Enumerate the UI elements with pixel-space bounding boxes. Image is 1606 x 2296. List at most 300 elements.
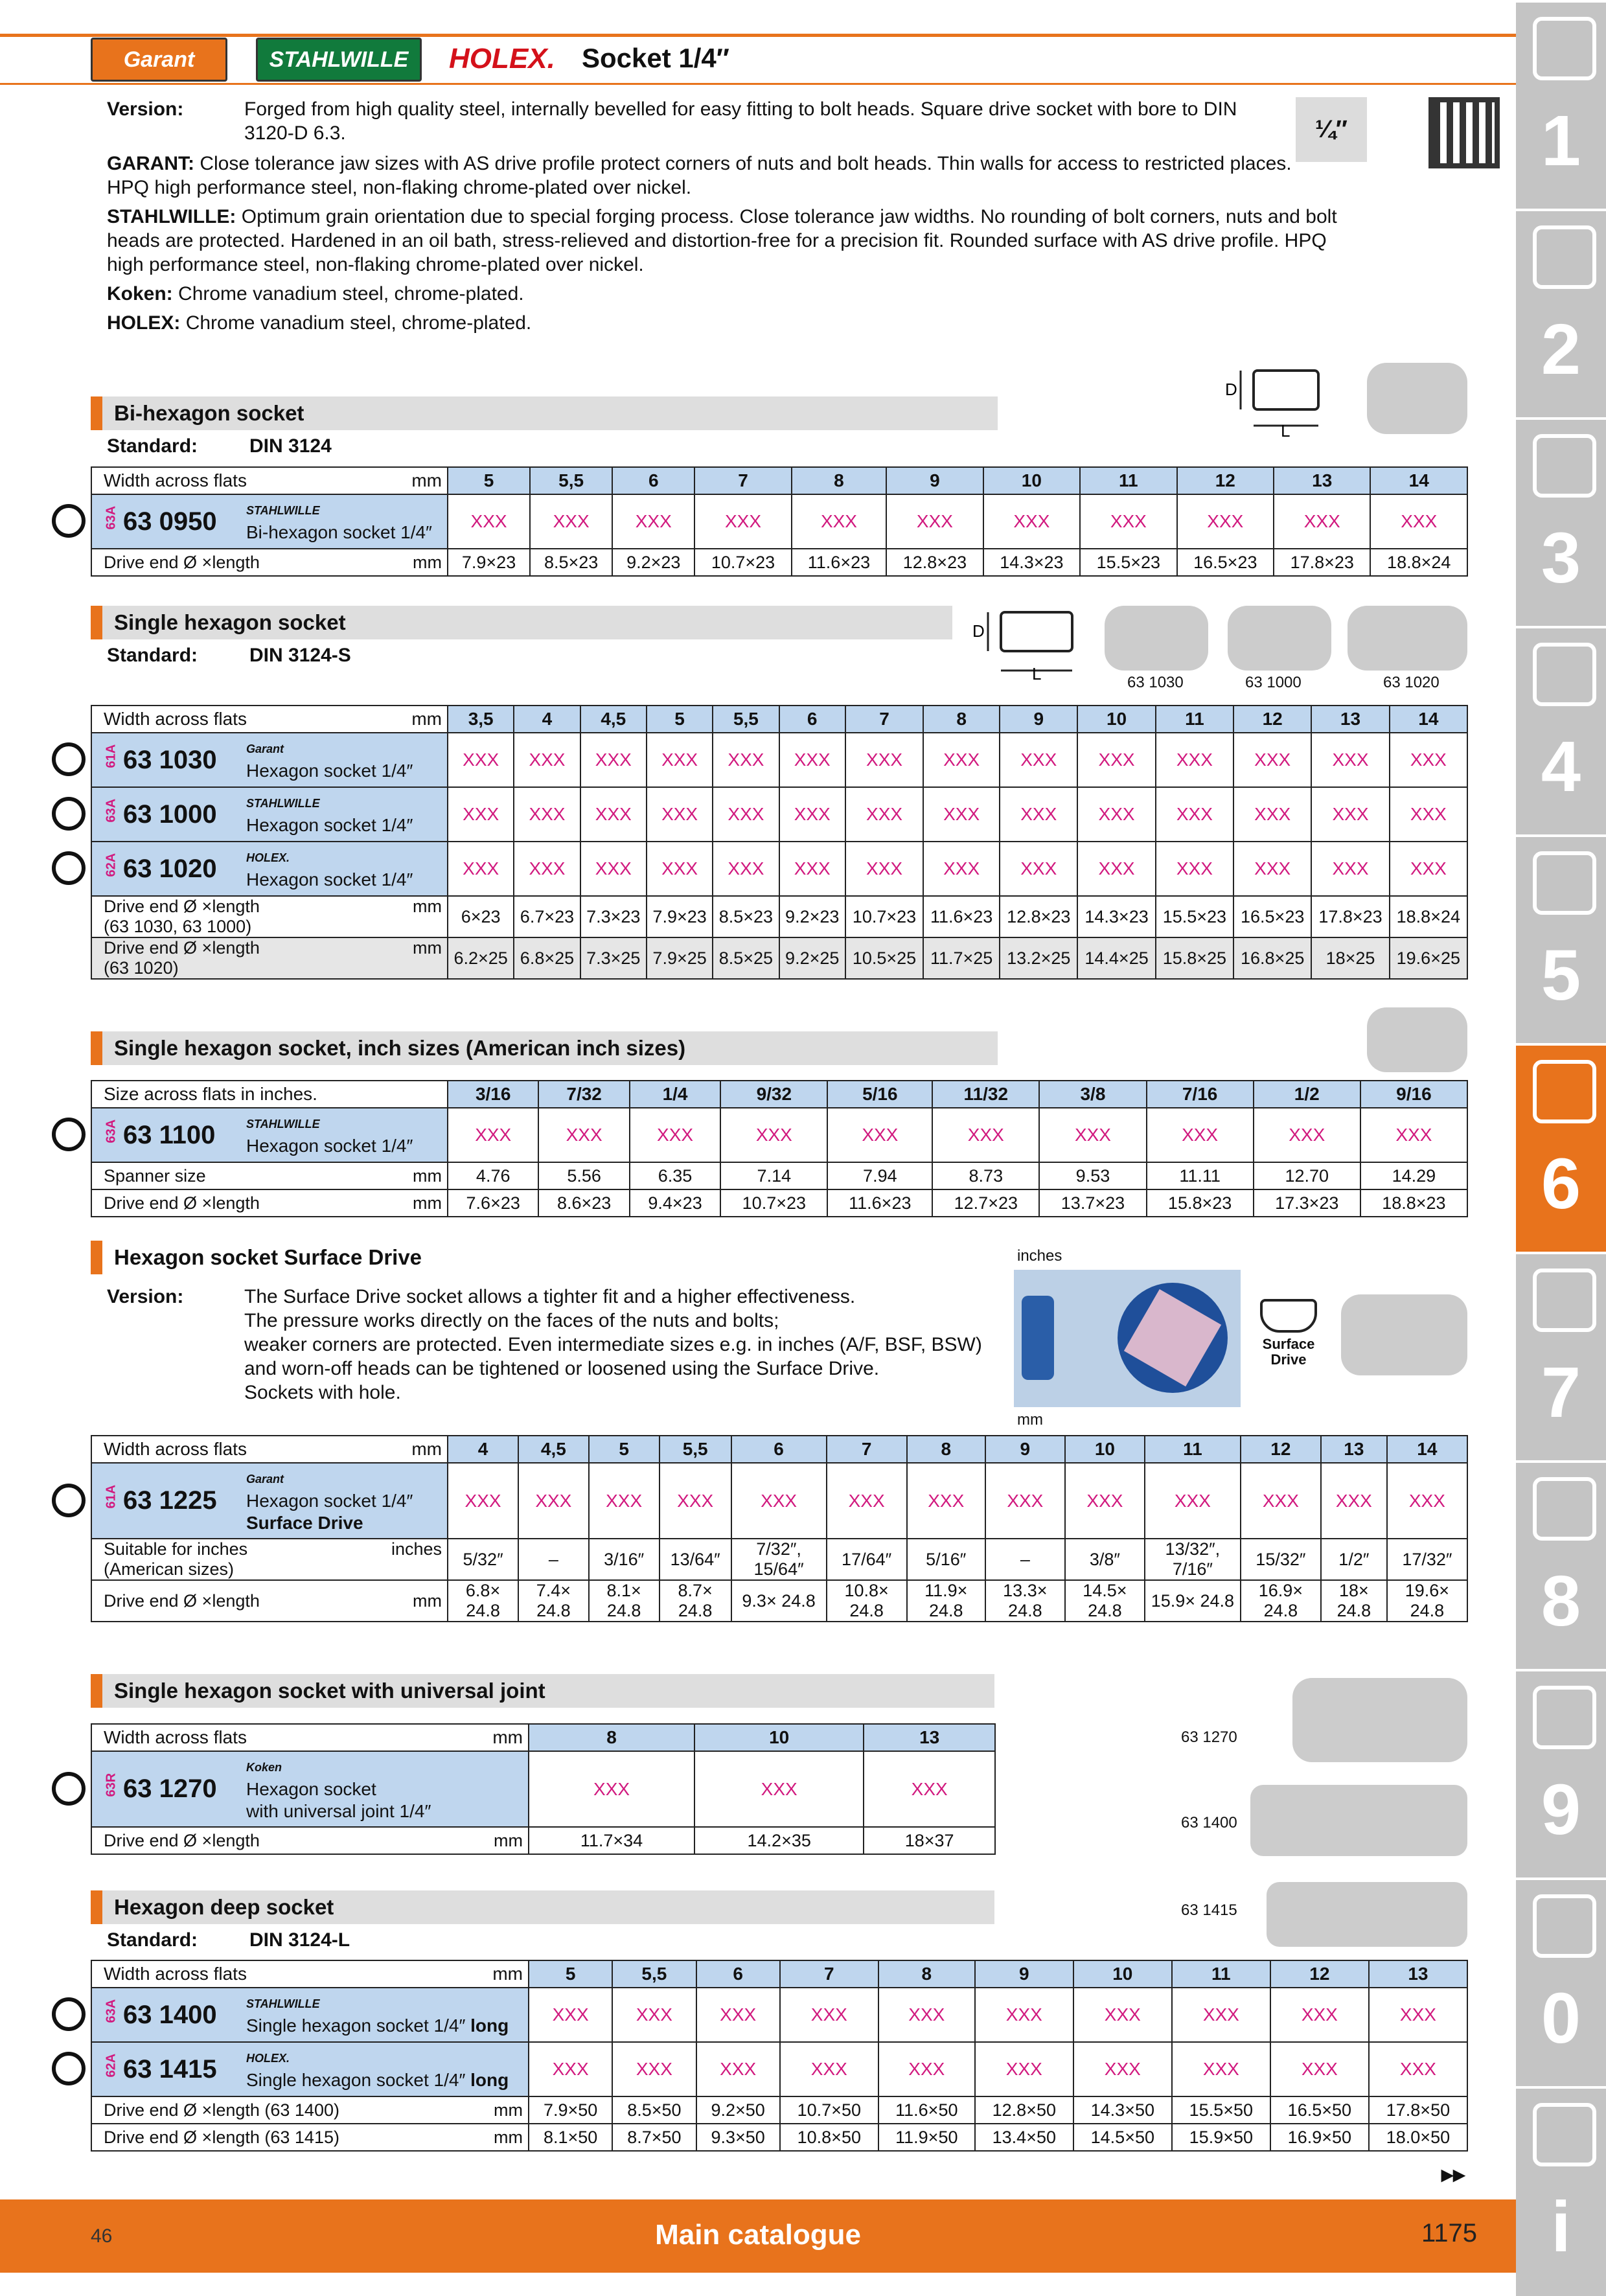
koken-label: Koken:	[107, 283, 173, 304]
price-cell[interactable]: XXX	[886, 494, 983, 549]
article-group-tag: 63A	[104, 1119, 119, 1143]
price-cell[interactable]: XXX	[907, 1463, 985, 1539]
section-tab-6[interactable]	[1516, 1043, 1606, 1253]
section-tab-5[interactable]	[1516, 834, 1606, 1044]
price-cell[interactable]: XXX	[827, 1463, 907, 1539]
qr-code[interactable]	[1428, 97, 1500, 168]
value-cell: 10.7×23	[720, 1189, 827, 1217]
price-cell[interactable]: XXX	[1039, 1108, 1146, 1162]
section-tab-1[interactable]	[1516, 0, 1606, 210]
description-line: and worn-off heads can be tightened or loosened using the Surface Drive.	[244, 1358, 880, 1379]
price-cell[interactable]: XXX	[1172, 2042, 1270, 2096]
row-label-text: Drive end Ø ×length	[104, 1193, 260, 1213]
price-cell[interactable]: XXX	[514, 787, 580, 842]
table-header-row	[91, 467, 1467, 494]
product-cell[interactable]	[91, 1463, 448, 1539]
size-header: 5	[448, 467, 530, 494]
section-tab-9[interactable]	[1516, 1669, 1606, 1879]
article-group-tag: 63R	[104, 1773, 119, 1797]
price-cell[interactable]: XXX	[1369, 2042, 1467, 2096]
size-header: 5,5	[713, 706, 779, 733]
tab-number: 2	[1541, 310, 1581, 389]
footer-title: Main catalogue	[655, 2219, 861, 2251]
value-cell: 6.8× 24.8	[448, 1580, 518, 1622]
size-header: 13	[1311, 706, 1389, 733]
price-cell[interactable]: XXX	[529, 1751, 694, 1827]
price-cell[interactable]: XXX	[647, 787, 713, 842]
product-name	[246, 738, 413, 782]
section-deep-socket	[91, 1890, 994, 1924]
price-cell[interactable]: XXX	[1077, 733, 1155, 787]
row-label	[91, 937, 448, 979]
product-brand: STAHLWILLE	[246, 1997, 320, 2010]
section-tab-3[interactable]	[1516, 417, 1606, 627]
price-cell[interactable]: XXX	[514, 733, 580, 787]
article-number: 63 1400	[123, 2000, 217, 2029]
row-label-text: Drive end Ø ×length	[104, 1590, 260, 1611]
row-label-text: Drive end Ø ×length	[104, 897, 260, 916]
description-line: The pressure works directly on the faces of the nuts and bolts;	[244, 1310, 779, 1331]
product-row[interactable]	[91, 1751, 995, 1827]
value-cell: 10.8× 24.8	[827, 1580, 907, 1622]
product-cell[interactable]	[91, 1108, 448, 1162]
value-cell: 18.8×24	[1390, 896, 1467, 937]
price-cell[interactable]: XXX	[1077, 787, 1155, 842]
price-cell[interactable]: XXX	[1156, 787, 1233, 842]
price-cell[interactable]: XXX	[448, 733, 514, 787]
garant-text: Close tolerance jaw sizes with AS drive profile protect corners of nuts and bolt heads. Thin walls for access to restricted places. HPQ high performance steel, non-flaking chrome-plated over nickel.	[107, 153, 1292, 198]
product-name	[246, 499, 432, 544]
price-cell[interactable]: XXX	[1156, 733, 1233, 787]
mm-label: mm	[1017, 1411, 1043, 1429]
product-brand: Garant	[246, 742, 284, 755]
product-name-text: Hexagon socket 1/4″	[246, 815, 413, 835]
price-cell[interactable]: XXX	[1233, 787, 1311, 842]
table-inch-sizes	[91, 1080, 1468, 1217]
price-cell[interactable]: XXX	[694, 494, 791, 549]
img-label: 63 1020	[1383, 674, 1440, 691]
price-cell[interactable]: XXX	[1360, 1108, 1467, 1162]
article-group-tag: 63A	[104, 505, 119, 529]
surface-drive-logo: Surface Drive	[1254, 1299, 1324, 1368]
value-cell: 14.29	[1360, 1162, 1467, 1189]
price-cell[interactable]: XXX	[612, 1988, 696, 2042]
section-tab-i[interactable]	[1516, 2086, 1606, 2296]
price-cell[interactable]: XXX	[1077, 842, 1155, 896]
size-header: 10	[1065, 1436, 1145, 1463]
price-cell[interactable]: XXX	[1000, 733, 1077, 787]
price-cell[interactable]: XXX	[1073, 1988, 1172, 2042]
value-cell: 11.6×23	[792, 549, 886, 576]
product-brand: STAHLWILLE	[246, 797, 320, 810]
price-cell[interactable]: XXX	[780, 1988, 878, 2042]
price-cell[interactable]: XXX	[1387, 1463, 1467, 1539]
price-cell[interactable]: XXX	[923, 733, 1000, 787]
size-header: 9	[985, 1436, 1065, 1463]
price-cell[interactable]: XXX	[448, 1108, 538, 1162]
price-cell[interactable]: XXX	[1080, 494, 1176, 549]
value-cell: 11.9×50	[878, 2124, 975, 2151]
price-cell[interactable]: XXX	[779, 842, 845, 896]
price-cell[interactable]: XXX	[1156, 842, 1233, 896]
price-cell[interactable]: XXX	[538, 1108, 629, 1162]
product-cell[interactable]	[91, 787, 448, 842]
price-cell[interactable]: XXX	[647, 842, 713, 896]
size-header: 4	[514, 706, 580, 733]
size-header: 6	[731, 1436, 827, 1463]
inch-socket-image	[1367, 1007, 1467, 1072]
info-row	[91, 2124, 1467, 2151]
info-row	[91, 1827, 995, 1854]
size-header: 14	[1370, 467, 1467, 494]
socket-profile-icon	[52, 1772, 86, 1806]
value-cell: 5/16″	[907, 1539, 985, 1580]
price-cell[interactable]: XXX	[779, 733, 845, 787]
price-cell[interactable]: XXX	[1311, 842, 1389, 896]
price-cell[interactable]: XXX	[923, 842, 1000, 896]
price-cell[interactable]: XXX	[1172, 1988, 1270, 2042]
size-header: 5	[529, 1960, 612, 1988]
unit-label: mm	[413, 552, 442, 572]
price-cell[interactable]: XXX	[1270, 2042, 1369, 2096]
unit-label: mm	[413, 1590, 442, 1611]
section-title: Single hexagon socket, inch sizes (American inch sizes)	[114, 1036, 686, 1060]
price-cell[interactable]: XXX	[878, 2042, 975, 2096]
product-brand: Garant	[246, 1472, 284, 1486]
value-cell: 8.5×23	[530, 549, 612, 576]
price-cell[interactable]: XXX	[1241, 1463, 1321, 1539]
price-cell[interactable]: XXX	[612, 494, 694, 549]
product-row[interactable]	[91, 842, 1467, 896]
price-cell[interactable]: XXX	[1311, 733, 1389, 787]
price-cell[interactable]: XXX	[589, 1463, 660, 1539]
size-header: 11/32	[932, 1081, 1039, 1108]
value-cell: 12.8×50	[975, 2096, 1073, 2124]
price-cell[interactable]: XXX	[1145, 1463, 1241, 1539]
holex-text: Chrome vanadium steel, chrome-plated.	[185, 312, 532, 334]
svg-text:L: L	[1281, 421, 1291, 441]
row-label-text: (63 1020)	[104, 958, 179, 978]
info-row	[91, 937, 1467, 979]
size-header: 7/16	[1147, 1081, 1254, 1108]
section-tab-0[interactable]	[1516, 1877, 1606, 2087]
value-cell: 8.73	[932, 1162, 1039, 1189]
price-cell[interactable]: XXX	[660, 1463, 731, 1539]
info-row	[91, 2096, 1467, 2124]
tab-number: 9	[1541, 1770, 1581, 1850]
stahlwille-label: STAHLWILLE:	[107, 206, 236, 227]
size-header: 8	[529, 1724, 694, 1751]
svg-text:D: D	[972, 621, 985, 641]
value-cell: 4.76	[448, 1162, 538, 1189]
value-cell: 8.7× 24.8	[660, 1580, 731, 1622]
product-name-text	[246, 2015, 509, 2037]
section-surface-drive	[91, 1241, 998, 1274]
price-cell[interactable]: XXX	[1311, 787, 1389, 842]
size-header: 10	[1077, 706, 1155, 733]
value-cell: 6.8×25	[514, 937, 580, 979]
value-cell: 11.7×34	[529, 1827, 694, 1854]
price-cell[interactable]: XXX	[878, 1988, 975, 2042]
row-label	[91, 1189, 448, 1217]
price-cell[interactable]: XXX	[448, 842, 514, 896]
price-cell[interactable]: XXX	[1370, 494, 1467, 549]
price-cell[interactable]: XXX	[647, 733, 713, 787]
socket-63-1000-image	[1228, 606, 1331, 671]
socket-63-1020-image	[1348, 606, 1467, 671]
row-label	[91, 1580, 448, 1622]
price-cell[interactable]: XXX	[448, 1463, 518, 1539]
price-cell[interactable]: XXX	[530, 494, 612, 549]
product-row[interactable]	[91, 1463, 1467, 1539]
surface-drive-version: Version: The Surface Drive socket allows a tighter fit and a higher effectiveness. The pressure works directly on the faces of the nuts and bolts; weaker corners are protected. Even intermediate sizes e.g. in inches (A/F, BSF, BSW) and worn-off heads can be tightened or loosened using the Surface Drive. Sockets with hole.	[107, 1286, 982, 1403]
section-tab-7[interactable]	[1516, 1252, 1606, 1462]
table-header-row	[91, 706, 1467, 733]
product-row[interactable]	[91, 494, 1467, 549]
value-cell: 1/2″	[1321, 1539, 1387, 1580]
value-cell: 5.56	[538, 1162, 629, 1189]
product-cell[interactable]	[91, 1751, 529, 1827]
price-cell[interactable]: XXX	[1390, 842, 1467, 896]
holex-label: HOLEX:	[107, 312, 181, 334]
table-header-row	[91, 1436, 1467, 1463]
value-cell: 7.3×23	[580, 896, 647, 937]
single-hexagon-dimension-drawing	[969, 606, 1092, 683]
price-cell[interactable]: XXX	[580, 787, 647, 842]
product-row[interactable]	[91, 1108, 1467, 1162]
section-tab-2[interactable]	[1516, 209, 1606, 419]
product-name-long: long	[470, 2070, 509, 2090]
value-cell: 12.70	[1254, 1162, 1360, 1189]
tab-number: 8	[1541, 1561, 1581, 1641]
price-cell[interactable]: XXX	[580, 733, 647, 787]
tab-number: i	[1551, 2187, 1571, 2267]
info-row	[91, 549, 1467, 576]
value-cell: 16.5×50	[1270, 2096, 1369, 2124]
row-label	[91, 1162, 448, 1189]
section-title: Single hexagon socket	[114, 610, 346, 634]
value-cell: 8.1×50	[529, 2124, 612, 2151]
wrench-icon	[1533, 1060, 1596, 1123]
size-header: 11	[1172, 1960, 1270, 1988]
price-cell[interactable]: XXX	[923, 787, 1000, 842]
price-cell[interactable]: XXX	[1000, 842, 1077, 896]
price-cell[interactable]: XXX	[1233, 842, 1311, 896]
price-cell[interactable]: XXX	[529, 2042, 612, 2096]
product-row[interactable]	[91, 787, 1467, 842]
price-cell[interactable]: XXX	[792, 494, 886, 549]
product-name	[246, 1113, 413, 1157]
size-header: 13	[1369, 1960, 1467, 1988]
size-header: 11	[1156, 706, 1233, 733]
price-cell[interactable]: XXX	[827, 1108, 932, 1162]
size-header: 4,5	[580, 706, 647, 733]
price-cell[interactable]: XXX	[518, 1463, 588, 1539]
brand-stahlwille: STAHLWILLE	[256, 38, 422, 82]
section-single-hexagon	[91, 606, 952, 639]
price-cell[interactable]: XXX	[630, 1108, 720, 1162]
price-cell[interactable]: XXX	[975, 2042, 1073, 2096]
stahlwille-text: Optimum grain orientation due to special forging process. Close tolerance jaw widths. No rounding of bolt corners, nuts and bolt heads are protected. Hardened in an oil bath, stress-relieved and distortion-free for a precision fit. Rounded surface with AS drive profile. HPQ high performance steel, non-flaking chrome-plated over nickel.	[107, 206, 1337, 275]
price-cell[interactable]: XXX	[985, 1463, 1065, 1539]
unit-label: mm	[492, 1964, 523, 1984]
unit-label: mm	[413, 897, 442, 916]
product-row[interactable]	[91, 733, 1467, 787]
value-cell: 6.2×25	[448, 937, 514, 979]
size-header: 7	[780, 1960, 878, 1988]
price-cell[interactable]: XXX	[1369, 1988, 1467, 2042]
price-cell[interactable]: XXX	[983, 494, 1080, 549]
price-cell[interactable]: XXX	[1390, 733, 1467, 787]
price-cell[interactable]: XXX	[713, 733, 779, 787]
value-cell: 11.7×25	[923, 937, 1000, 979]
price-cell[interactable]: XXX	[1073, 2042, 1172, 2096]
row-label	[91, 2124, 529, 2151]
standard-row: Standard: DIN 3124-S	[107, 645, 351, 666]
article-number: 63 1020	[123, 854, 217, 883]
price-cell[interactable]: XXX	[845, 787, 923, 842]
price-cell[interactable]: XXX	[694, 1751, 864, 1827]
price-cell[interactable]: XXX	[1065, 1463, 1145, 1539]
size-header: 3/16	[448, 1081, 538, 1108]
price-cell[interactable]: XXX	[612, 2042, 696, 2096]
price-cell[interactable]: XXX	[448, 787, 514, 842]
product-cell[interactable]	[91, 2042, 529, 2096]
table-deep-socket	[91, 1960, 1468, 2152]
row-label	[91, 1724, 529, 1751]
product-cell[interactable]	[91, 733, 448, 787]
price-cell[interactable]: XXX	[1270, 1988, 1369, 2042]
product-row[interactable]	[91, 1988, 1467, 2042]
value-cell: 14.3×23	[1077, 896, 1155, 937]
caliper-icon	[1533, 643, 1596, 706]
price-cell[interactable]: XXX	[514, 842, 580, 896]
size-header: 3,5	[448, 706, 514, 733]
row-label	[91, 1081, 448, 1108]
value-cell: 9.3×50	[696, 2124, 780, 2151]
brand-holex: HOLEX.	[449, 43, 555, 75]
price-cell[interactable]: XXX	[580, 842, 647, 896]
value-cell: 8.7×50	[612, 2124, 696, 2151]
size-header: 8	[792, 467, 886, 494]
row-label-text: Spanner size	[104, 1165, 206, 1186]
row-label	[91, 1436, 448, 1463]
price-cell[interactable]: XXX	[448, 494, 530, 549]
value-cell: 10.7×23	[845, 896, 923, 937]
value-cell: 9.2×23	[779, 896, 845, 937]
price-cell[interactable]: XXX	[864, 1751, 995, 1827]
value-cell: 14.4×25	[1077, 937, 1155, 979]
size-header: 11	[1080, 467, 1176, 494]
price-cell[interactable]: XXX	[713, 842, 779, 896]
price-cell[interactable]: XXX	[713, 787, 779, 842]
article-number: 63 1415	[123, 2054, 217, 2084]
tab-number: 7	[1541, 1353, 1581, 1432]
article-number: 63 0950	[123, 507, 217, 536]
size-header: 9	[886, 467, 983, 494]
price-cell[interactable]: XXX	[1000, 787, 1077, 842]
value-cell: 10.7×23	[694, 549, 791, 576]
bi-hexagon-dimension-drawing	[1221, 364, 1331, 442]
price-cell[interactable]: XXX	[975, 1988, 1073, 2042]
price-cell[interactable]: XXX	[845, 733, 923, 787]
socket-profile-icon	[52, 797, 86, 831]
product-name-text: Surface Drive	[246, 1512, 363, 1533]
product-row[interactable]	[91, 2042, 1467, 2096]
price-cell[interactable]: XXX	[779, 787, 845, 842]
value-cell: 13/32″, 7/16″	[1145, 1539, 1241, 1580]
price-cell[interactable]: XXX	[731, 1463, 827, 1539]
price-cell[interactable]: XXX	[1321, 1463, 1387, 1539]
table-universal-joint	[91, 1723, 996, 1855]
price-cell[interactable]: XXX	[1233, 733, 1311, 787]
deep-socket-63-1400-image	[1250, 1785, 1467, 1856]
footer	[0, 2199, 1516, 2273]
product-cell[interactable]	[91, 842, 448, 896]
value-cell: 16.5×23	[1177, 549, 1274, 576]
next-page-arrows[interactable]: ▸▸	[1441, 2161, 1465, 2187]
section-tab-8[interactable]	[1516, 1460, 1606, 1670]
value-cell: 9.3× 24.8	[731, 1580, 827, 1622]
size-header: 13	[1274, 467, 1370, 494]
price-cell[interactable]: XXX	[1177, 494, 1274, 549]
value-cell: 7.9×50	[529, 2096, 612, 2124]
price-cell[interactable]: XXX	[1274, 494, 1370, 549]
value-cell: 12.8×23	[886, 549, 983, 576]
value-cell: 16.5×23	[1233, 896, 1311, 937]
socket-profile-icon	[52, 742, 86, 776]
value-cell: 10.7×50	[780, 2096, 878, 2124]
product-name	[246, 1756, 431, 1822]
tab-number: 4	[1541, 727, 1581, 807]
price-cell[interactable]: XXX	[1147, 1108, 1254, 1162]
section-tab-4[interactable]	[1516, 626, 1606, 836]
product-cell[interactable]	[91, 1988, 529, 2042]
article-number: 63 1030	[123, 745, 217, 774]
price-cell[interactable]: XXX	[1390, 787, 1467, 842]
row-label-text: Drive end Ø ×length	[104, 552, 260, 572]
unit-label: mm	[494, 1830, 523, 1850]
value-cell: 18.8×24	[1370, 549, 1467, 576]
row-label	[91, 1960, 529, 1988]
size-header: 8	[878, 1960, 975, 1988]
surface-drive-diagram	[1014, 1270, 1241, 1407]
value-cell: 6.7×23	[514, 896, 580, 937]
row-label-text: Width across flats	[104, 470, 247, 490]
size-header: 5	[589, 1436, 660, 1463]
row-label-text: Suitable for inches	[104, 1539, 248, 1559]
product-name-text: with universal joint 1/4″	[246, 1800, 431, 1821]
value-cell: 7.14	[720, 1162, 827, 1189]
table-header-row	[91, 1081, 1467, 1108]
price-cell[interactable]: XXX	[780, 2042, 878, 2096]
price-cell[interactable]: XXX	[720, 1108, 827, 1162]
product-cell[interactable]	[91, 494, 448, 549]
value-cell: 18×37	[864, 1827, 995, 1854]
value-cell: 19.6×25	[1390, 937, 1467, 979]
size-header: 10	[694, 1724, 864, 1751]
price-cell[interactable]: XXX	[845, 842, 923, 896]
price-cell[interactable]: XXX	[696, 1988, 780, 2042]
price-cell[interactable]: XXX	[529, 1988, 612, 2042]
price-cell[interactable]: XXX	[696, 2042, 780, 2096]
product-name	[246, 792, 413, 836]
price-cell[interactable]: XXX	[932, 1108, 1039, 1162]
value-cell: 8.5×23	[713, 896, 779, 937]
price-cell[interactable]: XXX	[1254, 1108, 1360, 1162]
value-cell: 15.5×50	[1172, 2096, 1270, 2124]
insert-icon	[1533, 225, 1596, 289]
